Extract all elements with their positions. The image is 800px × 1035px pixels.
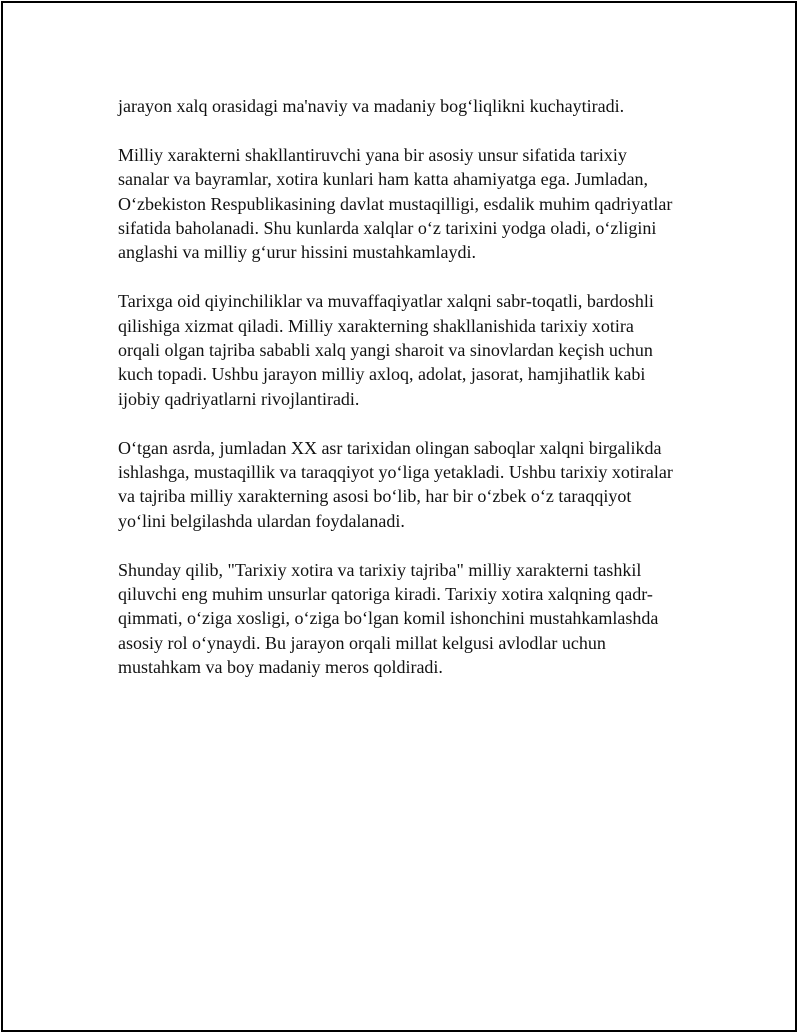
text-line: va tajriba milliy xarakterning asosi bo‘lib, har bir o‘zbek o‘z taraqqiyot	[118, 486, 632, 507]
paragraph	[118, 558, 693, 680]
text-line: anglashi va milliy g‘urur hissini mustahkamlaydi.	[118, 242, 476, 263]
text-line: kuch topadi. Ushbu jarayon milliy axloq, adolat, jasorat, hamjihatlik kabi	[118, 364, 646, 385]
text-line: Tarixga oid qiyinchiliklar va muvaffaqiyatlar xalqni sabr-toqatli, bardoshli	[118, 291, 654, 312]
text-line: ishlashga, mustaqillik va taraqqiyot yo‘liga yetakladi. Ushbu tarixiy xotiralar	[118, 462, 673, 483]
paragraph	[118, 289, 693, 411]
text-line: sanalar va bayramlar, xotira kunlari ham katta ahamiyatga ega. Jumladan,	[118, 169, 649, 190]
paragraph	[118, 94, 693, 118]
text-line: sifatida baholanadi. Shu kunlarda xalqlar o‘z tarixini yodga oladi, o‘zligini	[118, 218, 657, 239]
text-line: jarayon xalq orasidagi ma'naviy va madaniy bog‘liqlikni kuchaytiradi.	[118, 96, 625, 116]
text-line: O‘zbekiston Respublikasining davlat mustaqilligi, esdalik muhim qadriyatlar	[118, 193, 673, 214]
text-line: O‘tgan asrda, jumladan XX asr tarixidan olingan saboqlar xalqni birgalikda	[118, 437, 662, 458]
text-line: Milliy xarakterni shakllantiruvchi yana bir asosiy unsur sifatida tarixiy	[118, 144, 627, 165]
document-body	[118, 94, 693, 704]
paragraph	[118, 436, 693, 534]
text-line: qiluvchi eng muhim unsurlar qatoriga kiradi. Tarixiy xotira xalqning qadr-	[118, 584, 653, 605]
text-line: qimmati, o‘ziga xosligi, o‘ziga bo‘lgan komil ishonchini mustahkamlashda	[118, 608, 659, 629]
text-line: qilishiga xizmat qiladi. Milliy xarakterning shakllanishida tarixiy xotira	[118, 315, 634, 336]
text-line: mustahkam va boy madaniy meros qoldiradi.	[118, 657, 443, 678]
text-line: orqali olgan tajriba sababli xalq yangi sharoit va sinovlardan keçish uchun	[118, 340, 653, 361]
text-line: Shunday qilib, "Tarixiy xotira va tarixiy tajriba" milliy xarakterni tashkil	[118, 559, 642, 580]
text-line: ijobiy qadriyatlarni rivojlantiradi.	[118, 388, 360, 409]
text-line: yo‘lini belgilashda ulardan foydalanadi.	[118, 510, 405, 531]
paragraph	[118, 143, 693, 265]
text-line: asosiy rol o‘ynaydi. Bu jarayon orqali millat kelgusi avlodlar uchun	[118, 632, 606, 653]
